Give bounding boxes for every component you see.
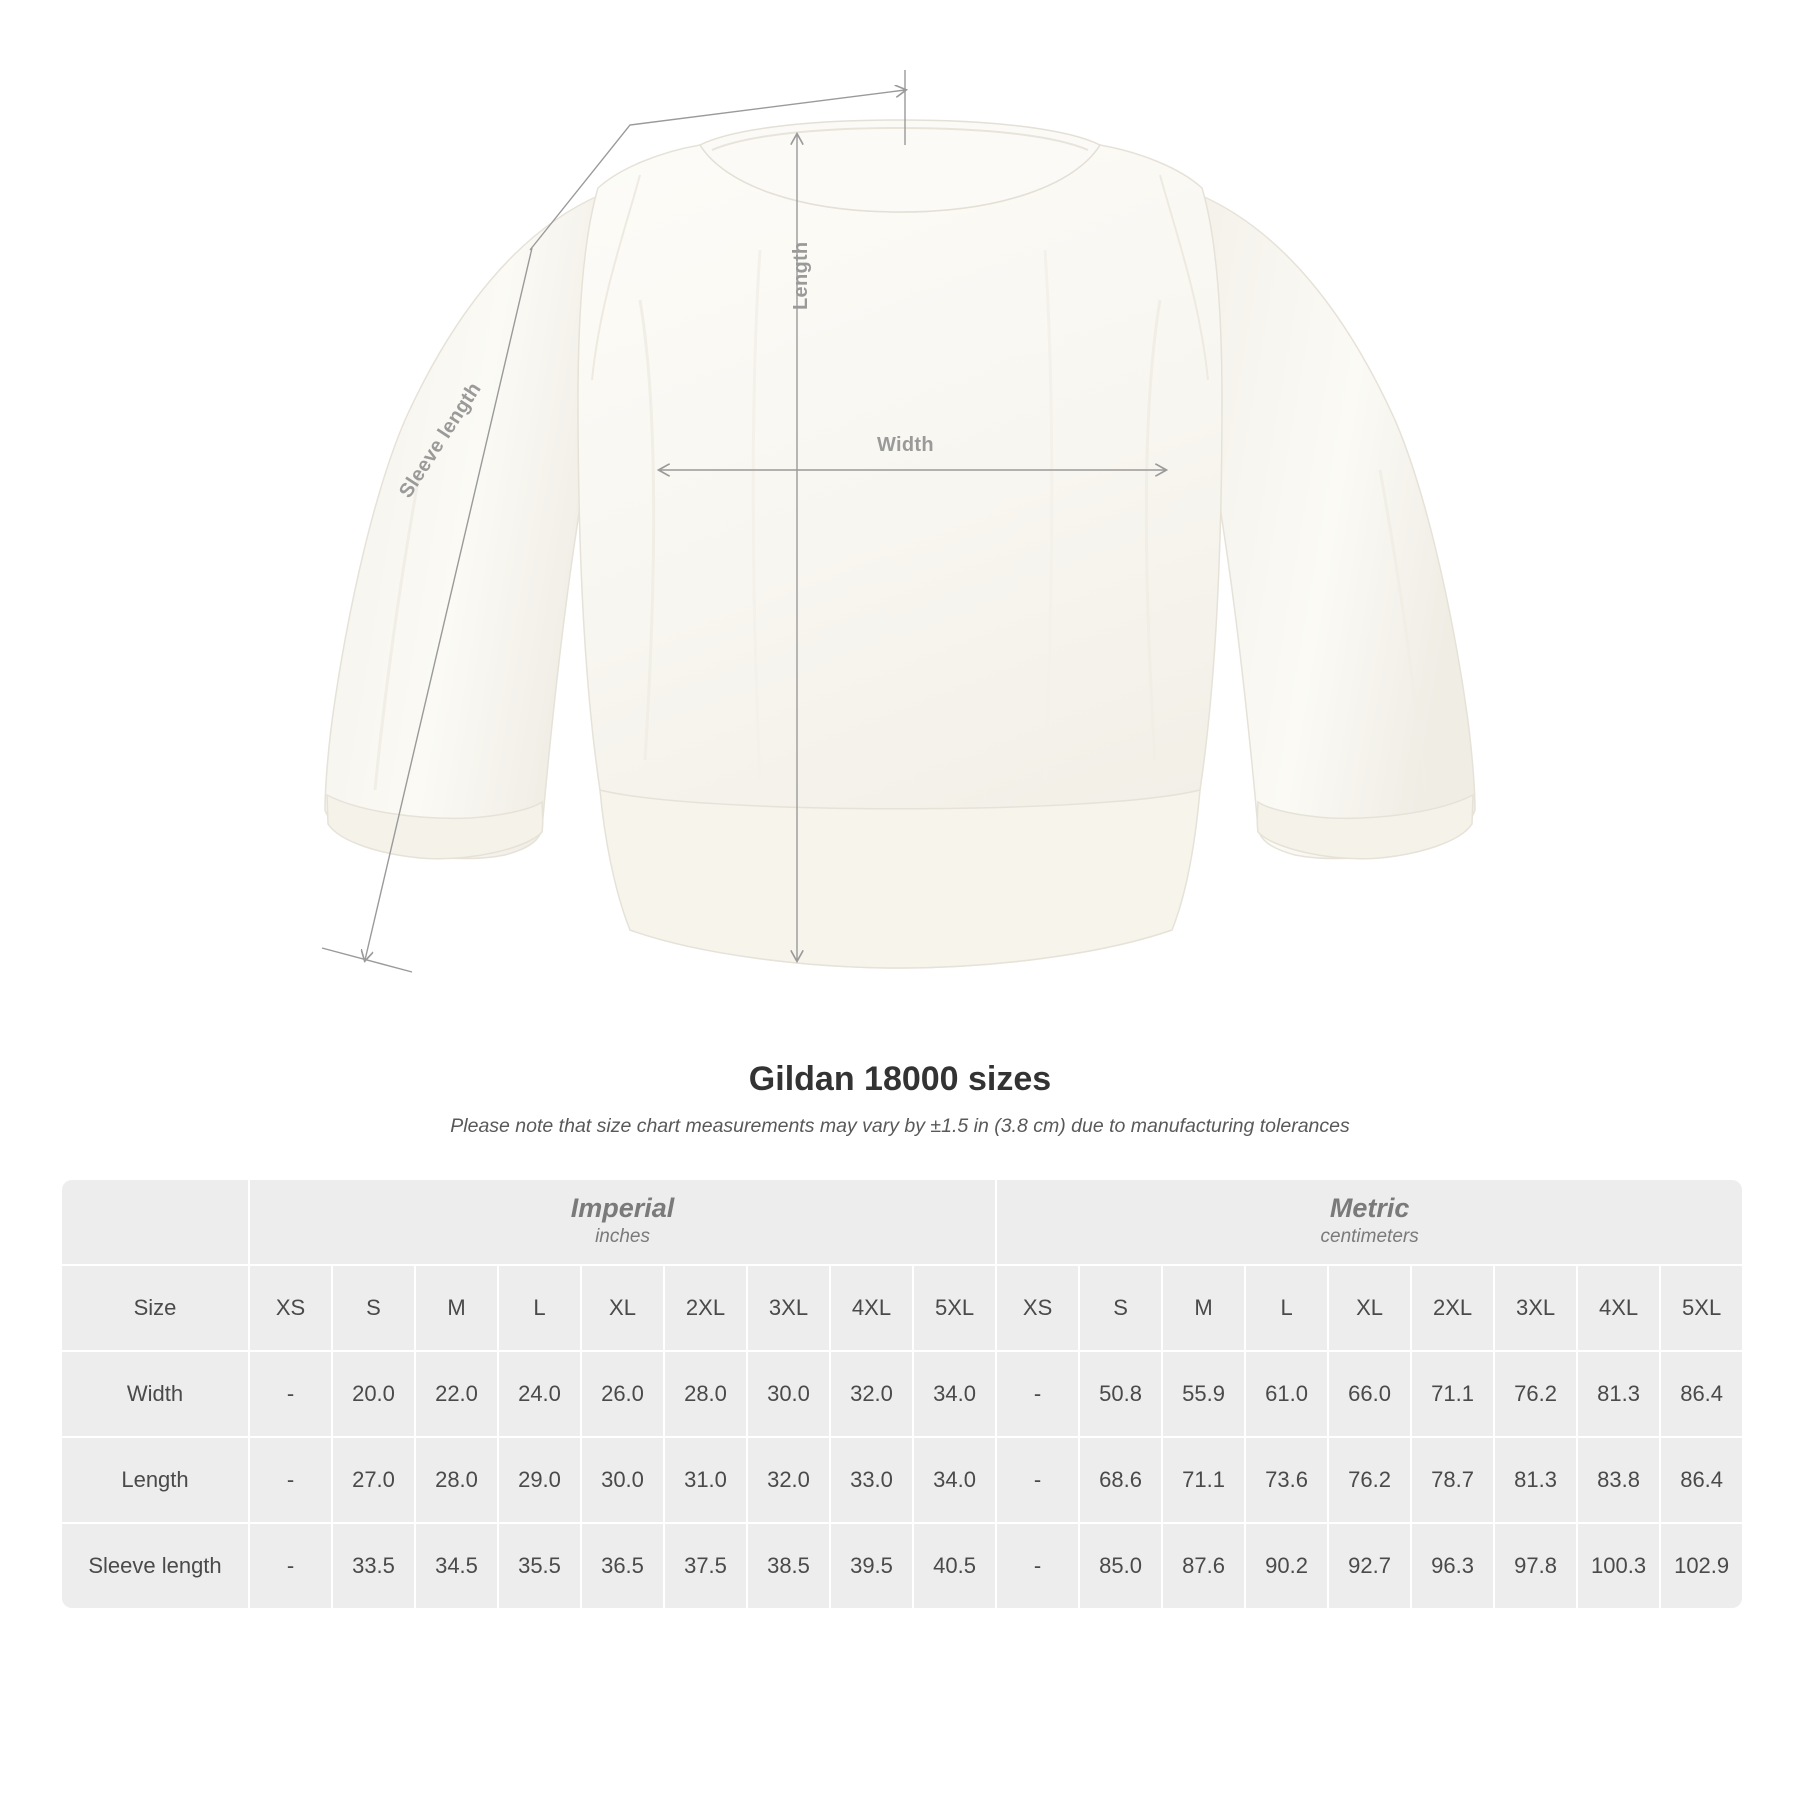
size-header-4xl-metric: 4XL	[1578, 1266, 1659, 1350]
row-header-sleeve-length: Sleeve length	[62, 1524, 248, 1608]
cell-imperial: 36.5	[582, 1524, 663, 1608]
cell-metric: 71.1	[1163, 1438, 1244, 1522]
cell-metric: 55.9	[1163, 1352, 1244, 1436]
size-header-3xl-imperial: 3XL	[748, 1266, 829, 1350]
cell-metric: 86.4	[1661, 1438, 1742, 1522]
size-header-2xl-imperial: 2XL	[665, 1266, 746, 1350]
cell-metric: -	[997, 1352, 1078, 1436]
cell-metric: 68.6	[1080, 1438, 1161, 1522]
cell-imperial: 38.5	[748, 1524, 829, 1608]
cell-metric: 90.2	[1246, 1524, 1327, 1608]
cell-metric: 81.3	[1578, 1352, 1659, 1436]
cell-metric: 81.3	[1495, 1438, 1576, 1522]
size-header-l-metric: L	[1246, 1266, 1327, 1350]
cell-imperial: 22.0	[416, 1352, 497, 1436]
cell-imperial: 39.5	[831, 1524, 912, 1608]
cell-metric: 86.4	[1661, 1352, 1742, 1436]
imperial-unit-header	[250, 1180, 995, 1264]
cell-imperial: 37.5	[665, 1524, 746, 1608]
table-size-header-row	[62, 1266, 1742, 1350]
imperial-unit-sub: inches	[595, 1226, 650, 1248]
sweatshirt-shape	[325, 120, 1475, 968]
cell-imperial: 28.0	[416, 1438, 497, 1522]
imperial-unit-name: Imperial	[570, 1193, 675, 1224]
size-chart-table	[60, 1178, 1744, 1610]
length-dimension-label: Length	[790, 241, 812, 310]
tolerance-note: Please note that size chart measurements may vary by ±1.5 in (3.8 cm) due to manufacturing tolerances	[450, 1115, 1350, 1137]
cell-imperial: 27.0	[333, 1438, 414, 1522]
cell-imperial: 20.0	[333, 1352, 414, 1436]
cell-imperial: 24.0	[499, 1352, 580, 1436]
width-dimension-label: Width	[877, 434, 934, 456]
cell-metric: 96.3	[1412, 1524, 1493, 1608]
cell-imperial: 30.0	[748, 1352, 829, 1436]
size-header-xl-imperial: XL	[582, 1266, 663, 1350]
cell-metric: 73.6	[1246, 1438, 1327, 1522]
table-row	[62, 1352, 1742, 1436]
cell-imperial: 29.0	[499, 1438, 580, 1522]
cell-imperial: 34.0	[914, 1352, 995, 1436]
cell-metric: 50.8	[1080, 1352, 1161, 1436]
size-header-5xl-metric: 5XL	[1661, 1266, 1742, 1350]
size-header-2xl-metric: 2XL	[1412, 1266, 1493, 1350]
size-header-cell: Size	[62, 1266, 248, 1350]
size-header-l-imperial: L	[499, 1266, 580, 1350]
cell-imperial: 33.5	[333, 1524, 414, 1608]
cell-metric: 61.0	[1246, 1352, 1327, 1436]
cell-metric: 100.3	[1578, 1524, 1659, 1608]
cell-metric: 71.1	[1412, 1352, 1493, 1436]
size-header-xs-metric: XS	[997, 1266, 1078, 1350]
page-title: Gildan 18000 sizes	[748, 1060, 1052, 1098]
cell-imperial: 40.5	[914, 1524, 995, 1608]
cell-metric: -	[997, 1524, 1078, 1608]
cell-metric: 76.2	[1495, 1352, 1576, 1436]
table-row	[62, 1524, 1742, 1608]
cell-imperial: -	[250, 1524, 331, 1608]
cell-imperial: -	[250, 1438, 331, 1522]
metric-unit-header	[997, 1180, 1742, 1264]
row-header-length: Length	[62, 1438, 248, 1522]
cell-imperial: 33.0	[831, 1438, 912, 1522]
metric-unit-name: Metric	[1329, 1193, 1410, 1224]
cell-metric: -	[997, 1438, 1078, 1522]
cell-imperial: 31.0	[665, 1438, 746, 1522]
row-header-width: Width	[62, 1352, 248, 1436]
size-header-xl-metric: XL	[1329, 1266, 1410, 1350]
cell-imperial: 32.0	[831, 1352, 912, 1436]
cell-metric: 102.9	[1661, 1524, 1742, 1608]
cell-metric: 87.6	[1163, 1524, 1244, 1608]
size-header-xs-imperial: XS	[250, 1266, 331, 1350]
cell-imperial: 30.0	[582, 1438, 663, 1522]
cell-metric: 78.7	[1412, 1438, 1493, 1522]
size-header-5xl-imperial: 5XL	[914, 1266, 995, 1350]
cell-metric: 83.8	[1578, 1438, 1659, 1522]
sleeve-length-dimension-label: Sleeve length	[395, 378, 486, 502]
size-chart-table-wrap	[60, 1178, 1740, 1610]
metric-unit-sub: centimeters	[1320, 1226, 1419, 1248]
size-header-4xl-imperial: 4XL	[831, 1266, 912, 1350]
table-corner-cell	[62, 1180, 248, 1264]
cell-imperial: -	[250, 1352, 331, 1436]
cell-metric: 76.2	[1329, 1438, 1410, 1522]
table-row	[62, 1438, 1742, 1522]
table-unit-header-row	[62, 1180, 1742, 1264]
size-header-3xl-metric: 3XL	[1495, 1266, 1576, 1350]
size-header-s-metric: S	[1080, 1266, 1161, 1350]
cell-metric: 97.8	[1495, 1524, 1576, 1608]
cell-imperial: 34.0	[914, 1438, 995, 1522]
cell-metric: 92.7	[1329, 1524, 1410, 1608]
size-header-m-imperial: M	[416, 1266, 497, 1350]
cell-metric: 66.0	[1329, 1352, 1410, 1436]
cell-imperial: 32.0	[748, 1438, 829, 1522]
cell-metric: 85.0	[1080, 1524, 1161, 1608]
title-block	[0, 1060, 1800, 1138]
cell-imperial: 35.5	[499, 1524, 580, 1608]
cell-imperial: 34.5	[416, 1524, 497, 1608]
size-header-m-metric: M	[1163, 1266, 1244, 1350]
cell-imperial: 26.0	[582, 1352, 663, 1436]
cell-imperial: 28.0	[665, 1352, 746, 1436]
size-header-s-imperial: S	[333, 1266, 414, 1350]
